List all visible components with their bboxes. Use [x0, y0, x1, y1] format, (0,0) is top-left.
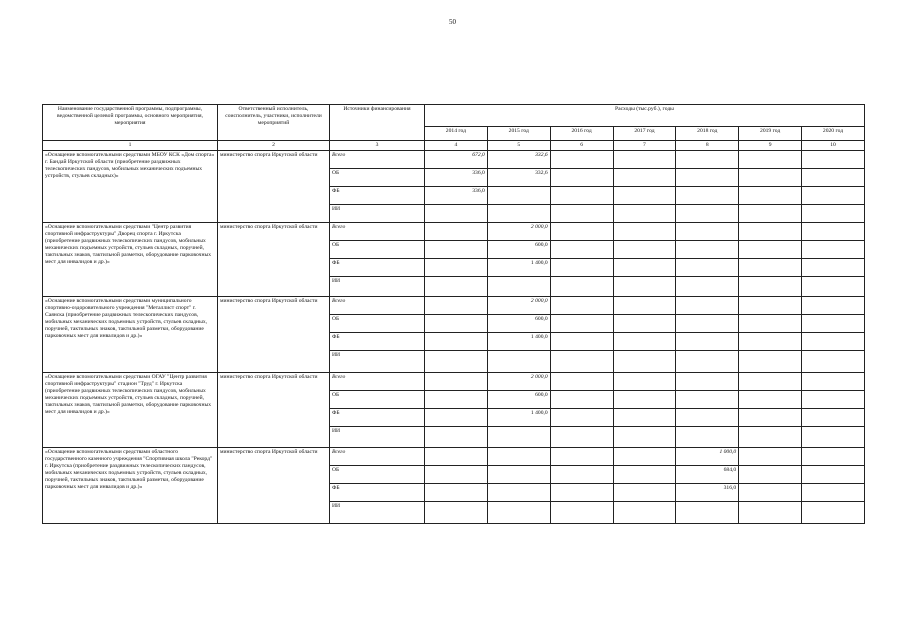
amount-cell: [676, 502, 739, 524]
amount-cell: [739, 205, 802, 223]
amount-cell: [676, 187, 739, 205]
amount-cell: [676, 151, 739, 169]
funding-source: Всего: [330, 151, 425, 169]
table-body: [43, 151, 865, 524]
amount-cell: [550, 315, 613, 333]
page-number: 50: [449, 18, 456, 26]
amount-cell: [550, 169, 613, 187]
funding-source: ФБ: [330, 259, 425, 277]
funding-source: ОБ: [330, 169, 425, 187]
funding-source: ОБ: [330, 241, 425, 259]
amount-cell: [550, 502, 613, 524]
amount-cell: [550, 373, 613, 391]
amount-cell: [425, 427, 488, 448]
amount-cell: [425, 241, 488, 259]
amount-cell: 600,0: [487, 315, 550, 333]
amount-cell: [550, 351, 613, 373]
header-responsible: Ответственный исполнитель, соисполнитель, участники, исполнители мероприятий: [218, 105, 330, 141]
amount-cell: [739, 391, 802, 409]
amount-cell: [802, 315, 865, 333]
amount-cell: 1 400,0: [487, 259, 550, 277]
amount-cell: [676, 409, 739, 427]
amount-cell: [487, 427, 550, 448]
amount-cell: [550, 241, 613, 259]
table-row: [43, 448, 865, 466]
amount-cell: [802, 502, 865, 524]
amount-cell: [802, 187, 865, 205]
amount-cell: [425, 484, 488, 502]
amount-cell: [802, 427, 865, 448]
amount-cell: [613, 169, 676, 187]
amount-cell: 1 400,0: [487, 409, 550, 427]
amount-cell: 336,0: [425, 187, 488, 205]
activity-name: «Оснащение вспомогательными средствами "Центр развития спортивной инфраструктуры" Дворец спорта г. Иркутска (приобретение раздвижных телескопических пандусов, мобильных механических подъемных устройств, стульев складных, поручней, тактильных знаков, тактильной разметки, оборудование парковочных мест для инвалидов и др.)»: [43, 223, 218, 297]
amount-cell: [802, 466, 865, 484]
amount-cell: [613, 466, 676, 484]
amount-cell: [550, 205, 613, 223]
amount-cell: [425, 351, 488, 373]
amount-cell: [802, 277, 865, 297]
amount-cell: [802, 484, 865, 502]
amount-cell: [613, 259, 676, 277]
amount-cell: [802, 391, 865, 409]
amount-cell: [613, 391, 676, 409]
amount-cell: [613, 351, 676, 373]
funding-source: Всего: [330, 223, 425, 241]
amount-cell: 1 000,0: [676, 448, 739, 466]
amount-cell: [676, 427, 739, 448]
activity-name: «Оснащение вспомогательными средствами МБОУ КСК «Дом спорта» г. Бандай Иркутской области (приобретение раздвижных телескопических пандусов, мобильных механических подъемных устройств, стульев складных)»: [43, 151, 218, 223]
funding-source: ОБ: [330, 391, 425, 409]
amount-cell: [802, 333, 865, 351]
amount-cell: [676, 169, 739, 187]
amount-cell: [802, 297, 865, 315]
funding-source: ФБ: [330, 333, 425, 351]
funding-source: ФБ: [330, 409, 425, 427]
amount-cell: [613, 187, 676, 205]
amount-cell: [550, 223, 613, 241]
funding-source: ИИ: [330, 427, 425, 448]
amount-cell: [425, 315, 488, 333]
amount-cell: [550, 448, 613, 466]
amount-cell: [487, 466, 550, 484]
amount-cell: [676, 315, 739, 333]
amount-cell: [613, 151, 676, 169]
amount-cell: [550, 409, 613, 427]
responsible-executor: министерство спорта Иркутской области: [218, 297, 330, 373]
header-sources: Источники финансирования: [330, 105, 425, 141]
amount-cell: 2 000,0: [487, 223, 550, 241]
amount-cell: [613, 205, 676, 223]
amount-cell: [550, 466, 613, 484]
funding-source: ИИ: [330, 351, 425, 373]
amount-cell: [425, 333, 488, 351]
funding-source: ИИ: [330, 205, 425, 223]
amount-cell: [739, 502, 802, 524]
funding-source: Всего: [330, 297, 425, 315]
amount-cell: [550, 484, 613, 502]
column-number: 10: [802, 141, 865, 151]
amount-cell: [550, 187, 613, 205]
amount-cell: [613, 409, 676, 427]
funding-source: ОБ: [330, 315, 425, 333]
amount-cell: [550, 333, 613, 351]
amount-cell: [550, 151, 613, 169]
amount-cell: [739, 333, 802, 351]
column-number: 3: [330, 141, 425, 151]
amount-cell: [487, 502, 550, 524]
amount-cell: [613, 223, 676, 241]
amount-cell: [425, 373, 488, 391]
amount-cell: [425, 502, 488, 524]
header-year: 2018 год: [676, 127, 739, 141]
amount-cell: [613, 333, 676, 351]
amount-cell: [739, 169, 802, 187]
header-year: 2015 год: [487, 127, 550, 141]
amount-cell: [676, 333, 739, 351]
amount-cell: [550, 259, 613, 277]
amount-cell: [739, 187, 802, 205]
amount-cell: [425, 391, 488, 409]
table-row: [43, 373, 865, 391]
header-year: 2016 год: [550, 127, 613, 141]
amount-cell: [487, 448, 550, 466]
amount-cell: 600,0: [487, 391, 550, 409]
amount-cell: 2 000,0: [487, 297, 550, 315]
activity-name: «Оснащение вспомогательными средствами муниципального спортивно-оздоровительного учреждения "Металлист спорт" г. Саянска (приобретение раздвижных телескопических пандусов, мобильных механических подъемных устройств, стульев складных, поручней, тактильных знаков, тактильной разметки, оборудование парковочных мест для инвалидов и др.)»: [43, 297, 218, 373]
funding-source: ИИ: [330, 277, 425, 297]
amount-cell: [802, 205, 865, 223]
amount-cell: [425, 223, 488, 241]
responsible-executor: министерство спорта Иркутской области: [218, 151, 330, 223]
amount-cell: [739, 297, 802, 315]
amount-cell: [425, 277, 488, 297]
column-number: 8: [676, 141, 739, 151]
amount-cell: 2 000,0: [487, 373, 550, 391]
amount-cell: [739, 241, 802, 259]
budget-table: [42, 104, 865, 524]
amount-cell: [550, 427, 613, 448]
amount-cell: [613, 427, 676, 448]
amount-cell: [676, 205, 739, 223]
funding-source: Всего: [330, 373, 425, 391]
column-number: 4: [425, 141, 488, 151]
funding-source: Всего: [330, 448, 425, 466]
header-name: Наименование государственной программы, подпрограммы, ведомственной целевой программы, основного мероприятия, мероприятия: [43, 105, 218, 141]
amount-cell: [676, 277, 739, 297]
column-number: 7: [613, 141, 676, 151]
amount-cell: [676, 297, 739, 315]
amount-cell: [487, 484, 550, 502]
amount-cell: [425, 259, 488, 277]
amount-cell: [676, 391, 739, 409]
amount-cell: [487, 351, 550, 373]
table-row: [43, 151, 865, 169]
table-row: [43, 297, 865, 315]
amount-cell: [613, 502, 676, 524]
amount-cell: [613, 277, 676, 297]
amount-cell: [613, 373, 676, 391]
amount-cell: 332,6: [487, 151, 550, 169]
amount-cell: [550, 297, 613, 315]
amount-cell: [802, 241, 865, 259]
amount-cell: [739, 315, 802, 333]
column-number: 1: [43, 141, 218, 151]
amount-cell: [487, 277, 550, 297]
amount-cell: [739, 427, 802, 448]
column-number: 9: [739, 141, 802, 151]
amount-cell: [802, 448, 865, 466]
amount-cell: [739, 151, 802, 169]
activity-name: «Оснащение вспомогательными средствами ОГАУ "Центр развития спортивной инфраструктуры" стадион "Труд" г. Иркутска (приобретение раздвижных телескопических пандусов, мобильных механических подъемных устройств, стульев складных, поручней, тактильных знаков, тактильной разметки, оборудование парковочных мест для инвалидов и др.)»: [43, 373, 218, 448]
amount-cell: 332,6: [487, 169, 550, 187]
amount-cell: [487, 205, 550, 223]
amount-cell: [739, 373, 802, 391]
amount-cell: [739, 351, 802, 373]
amount-cell: 336,0: [425, 169, 488, 187]
header-expenses: Расходы (тыс.руб.), годы: [425, 105, 865, 127]
amount-cell: [802, 151, 865, 169]
header-year: 2019 год: [739, 127, 802, 141]
column-number: 5: [487, 141, 550, 151]
amount-cell: [802, 373, 865, 391]
amount-cell: [802, 169, 865, 187]
amount-cell: [739, 484, 802, 502]
amount-cell: [425, 297, 488, 315]
amount-cell: 684,0: [676, 466, 739, 484]
amount-cell: [739, 448, 802, 466]
amount-cell: [676, 351, 739, 373]
amount-cell: [739, 409, 802, 427]
amount-cell: [676, 241, 739, 259]
amount-cell: [802, 223, 865, 241]
amount-cell: [550, 391, 613, 409]
activity-name: «Оснащение вспомогательными средствами областного государственного казенного учреждения "Спортивная школа "Рекорд" г. Иркутска (приобретение раздвижных телескопических пандусов, мобильных механических подъемных устройств, стульев складных, поручней, тактильных знаков, тактильной разметки, оборудование парковочных мест для инвалидов и др.)»: [43, 448, 218, 524]
funding-source: ФБ: [330, 484, 425, 502]
amount-cell: [613, 241, 676, 259]
amount-cell: [550, 277, 613, 297]
header-year: 2014 год: [425, 127, 488, 141]
amount-cell: [739, 259, 802, 277]
amount-cell: [676, 223, 739, 241]
amount-cell: [739, 223, 802, 241]
header-year: 2020 год: [802, 127, 865, 141]
amount-cell: [802, 259, 865, 277]
funding-source: ФБ: [330, 187, 425, 205]
header-year: 2017 год: [613, 127, 676, 141]
amount-cell: [613, 315, 676, 333]
amount-cell: [425, 409, 488, 427]
funding-source: ОБ: [330, 466, 425, 484]
amount-cell: [802, 351, 865, 373]
amount-cell: [802, 409, 865, 427]
column-number: 2: [218, 141, 330, 151]
amount-cell: [425, 205, 488, 223]
responsible-executor: министерство спорта Иркутской области: [218, 448, 330, 524]
amount-cell: [613, 484, 676, 502]
amount-cell: [613, 297, 676, 315]
amount-cell: [613, 448, 676, 466]
funding-source: ИИ: [330, 502, 425, 524]
amount-cell: [676, 373, 739, 391]
amount-cell: 600,0: [487, 241, 550, 259]
amount-cell: 1 400,0: [487, 333, 550, 351]
column-number: 6: [550, 141, 613, 151]
amount-cell: [739, 466, 802, 484]
table-row: [43, 223, 865, 241]
amount-cell: [425, 466, 488, 484]
amount-cell: 672,0: [425, 151, 488, 169]
amount-cell: 316,0: [676, 484, 739, 502]
amount-cell: [425, 448, 488, 466]
amount-cell: [676, 259, 739, 277]
responsible-executor: министерство спорта Иркутской области: [218, 373, 330, 448]
responsible-executor: министерство спорта Иркутской области: [218, 223, 330, 297]
amount-cell: [487, 187, 550, 205]
amount-cell: [739, 277, 802, 297]
